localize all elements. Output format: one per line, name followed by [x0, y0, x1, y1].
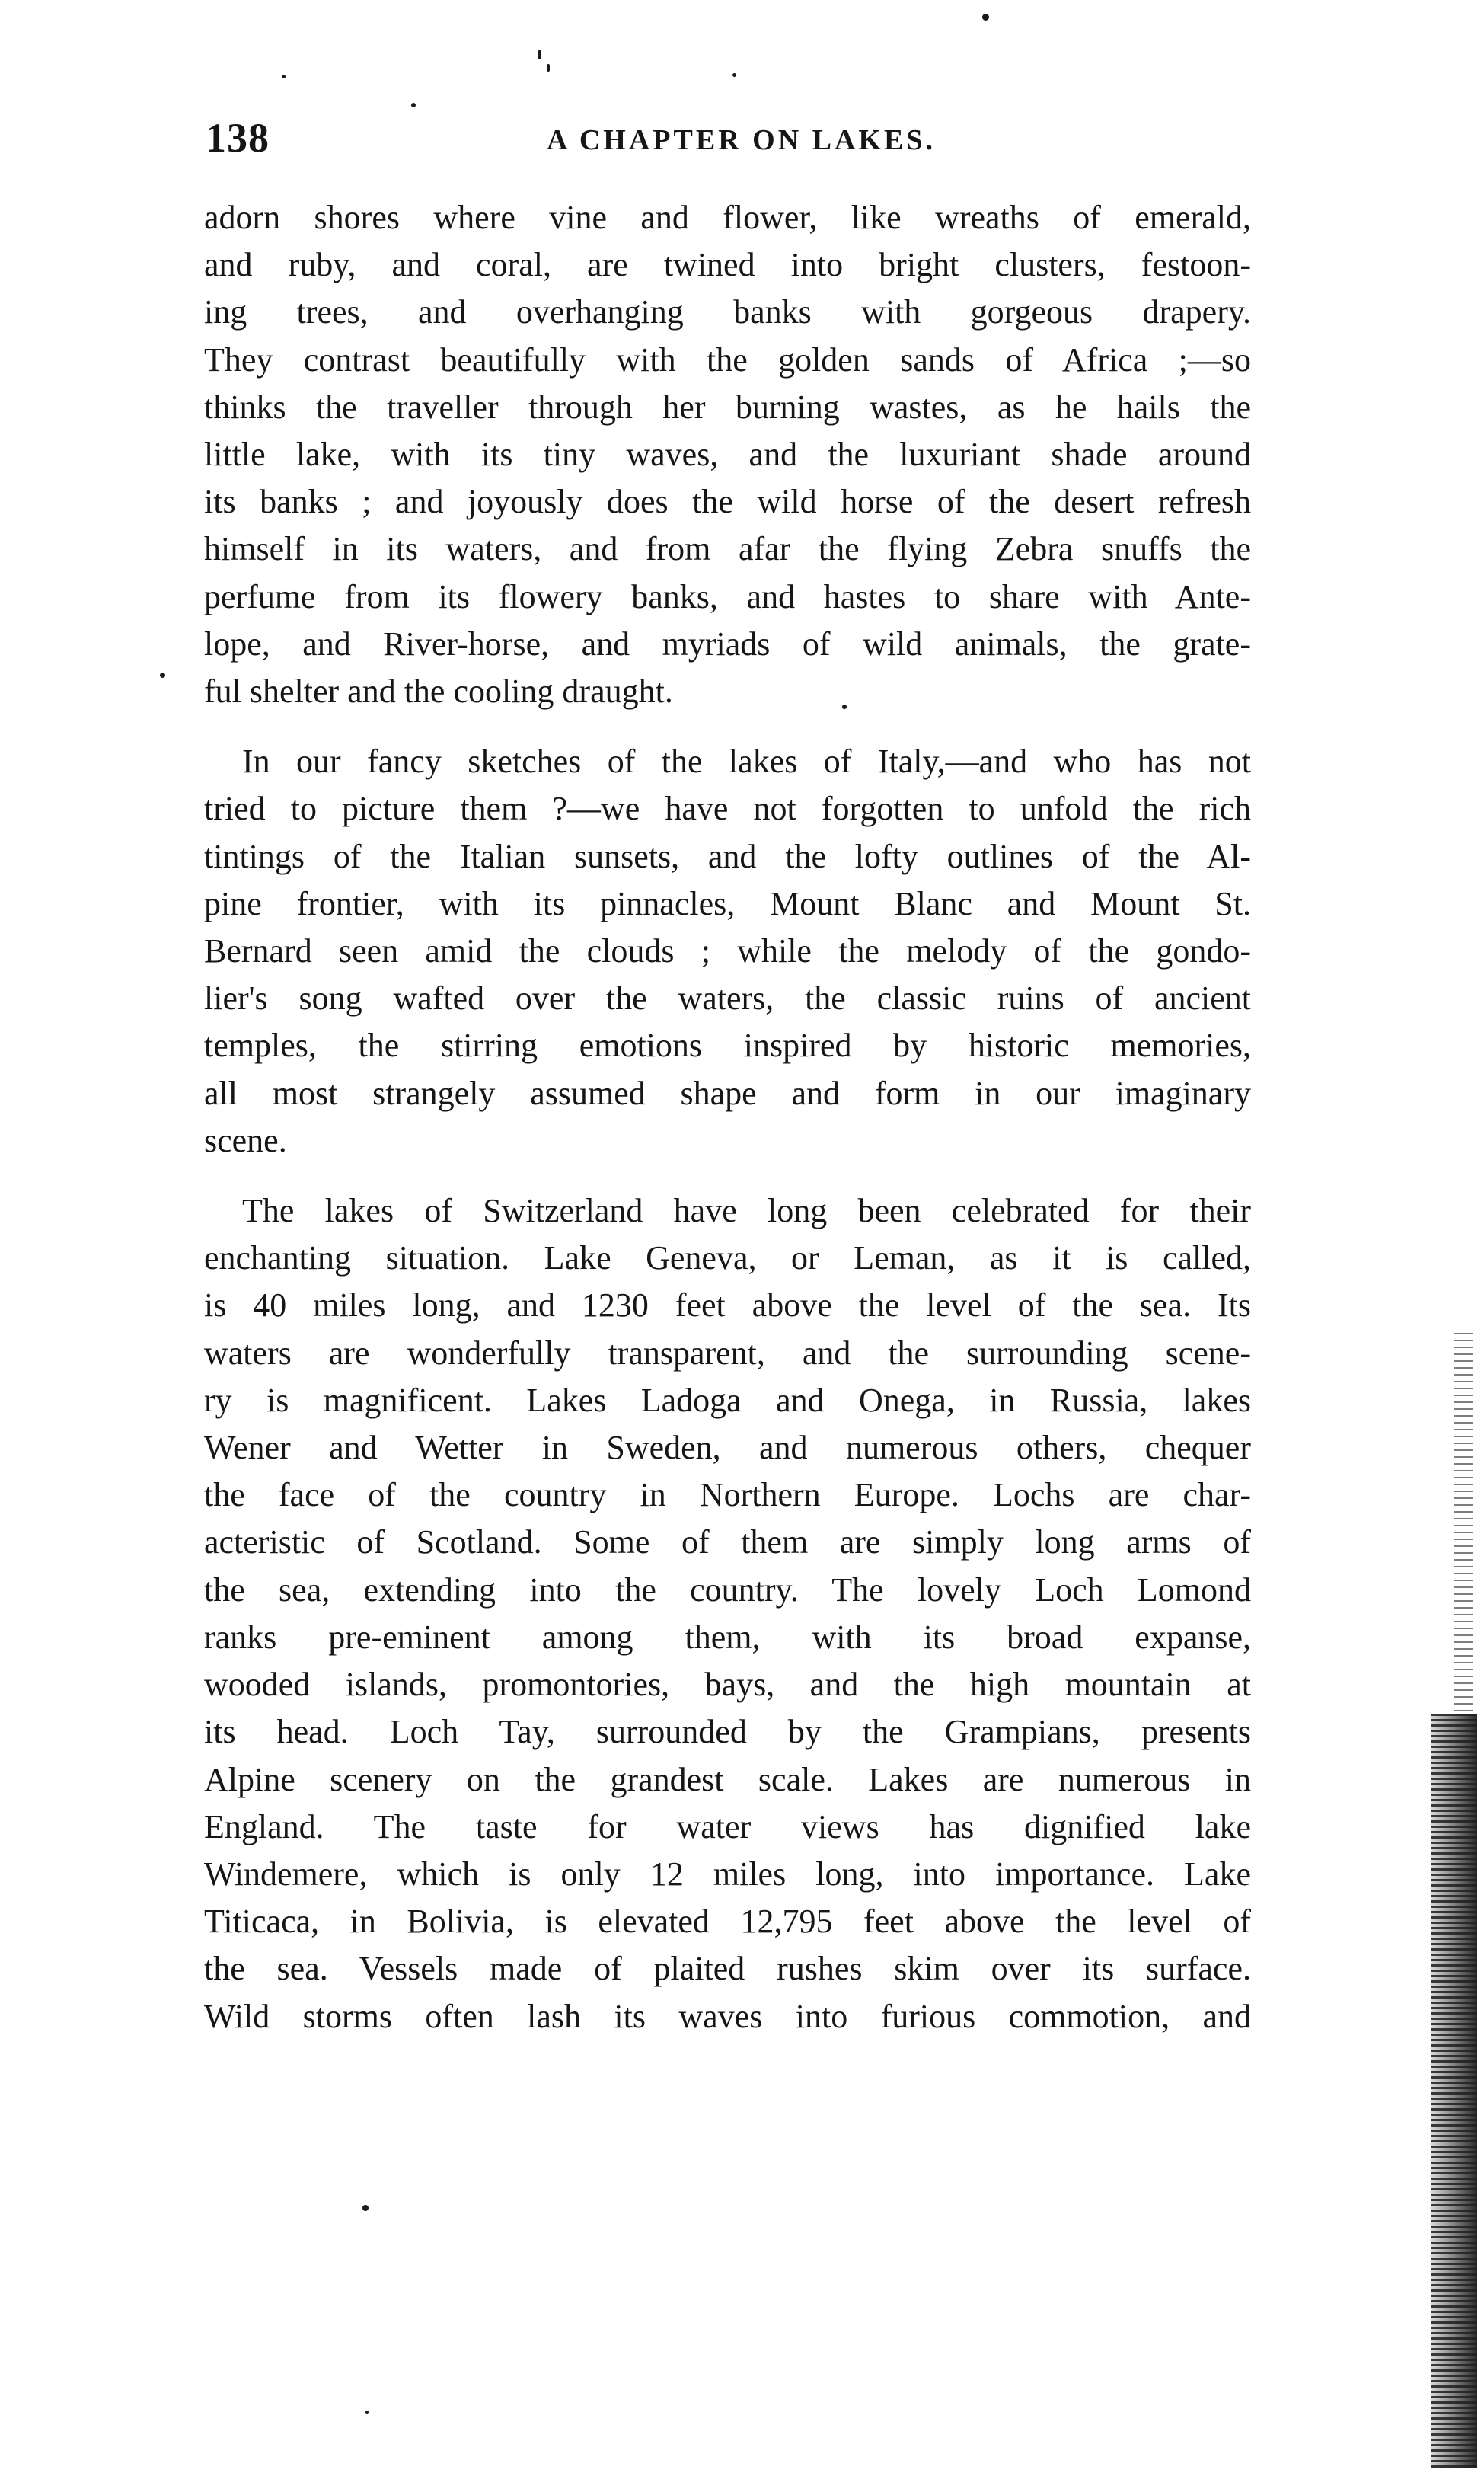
- text-line: tried to picture them ?—we have not forgotten to unfold the rich: [204, 790, 1251, 828]
- page-number: 138: [206, 115, 270, 161]
- text-line: They contrast beautifully with the golden sands of Africa ;—so: [204, 340, 1251, 379]
- text-line: ry is magnificent. Lakes Ladoga and Onega, in Russia, lakes: [204, 1381, 1251, 1419]
- text-line: its head. Loch Tay, surrounded by the Grampians, presents: [204, 1713, 1251, 1751]
- paragraph-1: [204, 194, 1251, 715]
- running-title: A CHAPTER ON LAKES.: [547, 124, 936, 156]
- scan-speck: [982, 14, 989, 21]
- text-line: perfume from its flowery banks, and hastes to share with Ante-: [204, 577, 1251, 615]
- text-line: and ruby, and coral, are twined into bright clusters, festoon-: [204, 246, 1251, 284]
- scan-speck: [362, 2205, 369, 2211]
- body-text: [204, 194, 1251, 2040]
- page-edge-shading: [1431, 1714, 1477, 2468]
- text-line: the sea. Vessels made of plaited rushes skim over its surface.: [204, 1950, 1251, 1988]
- text-line: The lakes of Switzerland have long been celebrated for their: [242, 1192, 1251, 1230]
- scan-speck: [538, 50, 541, 59]
- text-line: the sea, extending into the country. The lovely Loch Lomond: [204, 1571, 1251, 1609]
- page-edge-shading: [1454, 1333, 1473, 1714]
- scan-speck: [365, 2411, 369, 2414]
- paragraph-2: [204, 738, 1251, 1165]
- text-line: Wild storms often lash its waves into furious commotion, and: [204, 1997, 1251, 2035]
- text-line: waters are wonderfully transparent, and the surrounding scene-: [204, 1334, 1251, 1372]
- scan-speck: [842, 705, 847, 709]
- text-line: scene.: [204, 1121, 287, 1159]
- text-line: Bernard seen amid the clouds ; while the melody of the gondo-: [204, 932, 1251, 970]
- text-line: himself in its waters, and from afar the flying Zebra snuffs the: [204, 530, 1251, 568]
- text-line: tintings of the Italian sunsets, and the lofty outlines of the Al-: [204, 837, 1251, 875]
- text-line: Windemere, which is only 12 miles long, into importance. Lake: [204, 1855, 1251, 1893]
- text-line: temples, the stirring emotions inspired by historic memories,: [204, 1027, 1251, 1065]
- text-line: lope, and River-horse, and myriads of wild animals, the grate-: [204, 625, 1251, 663]
- text-line: little lake, with its tiny waves, and the luxuriant shade around: [204, 436, 1251, 474]
- text-line: thinks the traveller through her burning wastes, as he hails the: [204, 388, 1251, 426]
- text-line: Titicaca, in Bolivia, is elevated 12,795 feet above the level of: [204, 1903, 1251, 1941]
- text-line: wooded islands, promontories, bays, and the high mountain at: [204, 1666, 1251, 1704]
- paragraph-3: [204, 1187, 1251, 2040]
- scan-speck: [160, 673, 165, 678]
- text-line: Wener and Wetter in Sweden, and numerous others, chequer: [204, 1429, 1251, 1467]
- scan-speck: [282, 75, 286, 78]
- scan-speck: [732, 73, 736, 77]
- text-line: In our fancy sketches of the lakes of Italy,—and who has not: [242, 743, 1251, 781]
- text-line: all most strangely assumed shape and form in our imaginary: [204, 1074, 1251, 1112]
- text-line: ful shelter and the cooling draught.: [204, 673, 673, 711]
- text-line: England. The taste for water views has dignified lake: [204, 1807, 1251, 1845]
- text-line: enchanting situation. Lake Geneva, or Leman, as it is called,: [204, 1239, 1251, 1277]
- text-line: the face of the country in Northern Europe. Lochs are char-: [204, 1476, 1251, 1514]
- text-line: acteristic of Scotland. Some of them are simply long arms of: [204, 1523, 1251, 1561]
- scan-speck: [411, 103, 416, 107]
- running-head: [206, 114, 1249, 168]
- text-line: ranks pre-eminent among them, with its broad expanse,: [204, 1618, 1251, 1656]
- scan-speck: [547, 64, 550, 72]
- text-line: lier's song wafted over the waters, the classic ruins of ancient: [204, 979, 1251, 1018]
- text-line: is 40 miles long, and 1230 feet above the level of the sea. Its: [204, 1286, 1251, 1324]
- text-line: pine frontier, with its pinnacles, Mount Blanc and Mount St.: [204, 884, 1251, 922]
- text-line: adorn shores where vine and flower, like wreaths of emerald,: [204, 199, 1251, 236]
- text-line: its banks ; and joyously does the wild horse of the desert refresh: [204, 483, 1251, 521]
- text-line: ing trees, and overhanging banks with gorgeous drapery.: [204, 293, 1251, 331]
- text-line: Alpine scenery on the grandest scale. Lakes are numerous in: [204, 1760, 1251, 1798]
